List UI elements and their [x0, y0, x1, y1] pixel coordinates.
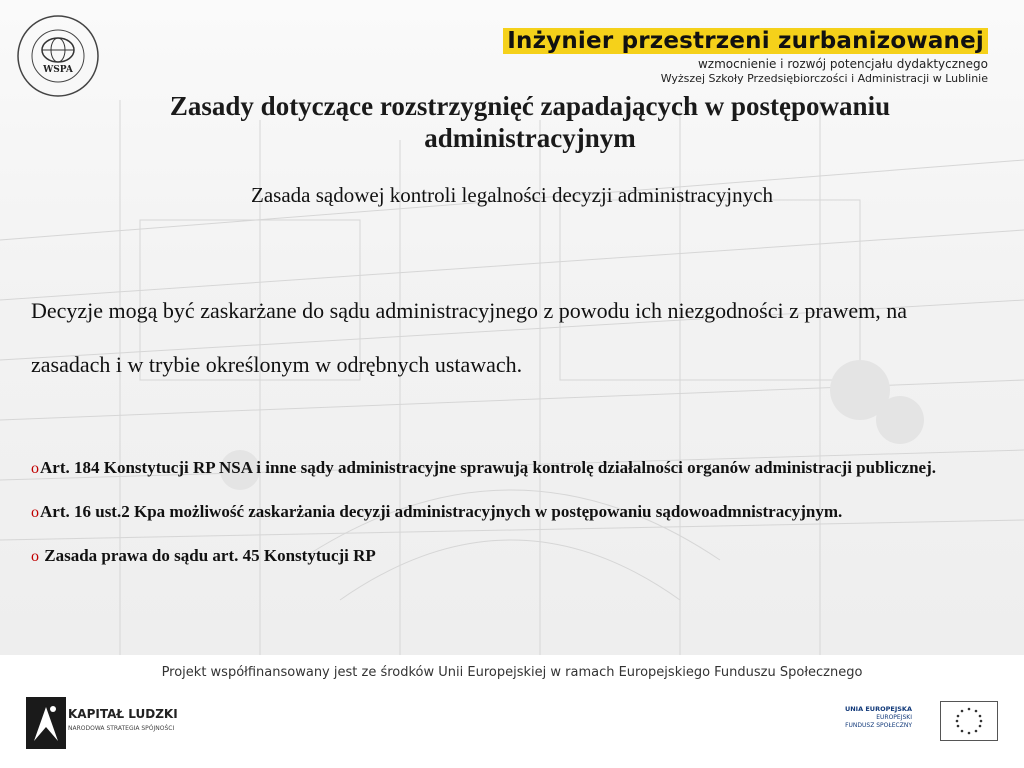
kapital-ludzki-icon [26, 697, 66, 749]
bullet-item [31, 490, 991, 534]
footer [0, 655, 1024, 768]
main-paragraph: Decyzje mogą być zaskarżane do sądu administracyjnego z powodu ich niezgodności z prawem, na zasadach i w trybie określonym w odrębnych ustawach. [31, 298, 908, 377]
eu-logo [838, 701, 998, 743]
eu-line-2: EUROPEJSKI [876, 714, 912, 721]
project-funding-text: Projekt współfinansowany jest ze środków Unii Europejskiej w ramach Europejskiego Funduszu Społecznego [161, 665, 863, 680]
kapital-ludzki-logo [26, 697, 196, 749]
brand-title: Inżynier przestrzeni zurbanizowanej [503, 28, 988, 54]
wspa-seal-logo [14, 12, 102, 100]
bullet-marker: o [31, 460, 39, 477]
bullet-list [31, 446, 991, 578]
slide-title: Zasady dotyczące rozstrzygnięć zapadających w postępowaniu administracyjnym [169, 91, 891, 153]
eu-flag-icon [940, 701, 998, 741]
seal-center-text: WSPA [43, 65, 73, 75]
eu-text [845, 705, 912, 730]
eu-line-3: FUNDUSZ SPOŁECZNY [845, 722, 912, 729]
bullet-text: Art. 16 ust.2 Kpa możliwość zaskarżania decyzji administracyjnych w postępowaniu sądowoadmnistracyjnym. [40, 502, 843, 521]
bullet-marker: o [31, 548, 39, 565]
kapital-ludzki-title: KAPITAŁ LUDZKI [68, 707, 178, 721]
eu-line-1: UNIA EUROPEJSKA [844, 705, 912, 713]
bullet-marker: o [31, 504, 39, 521]
brand-subtitle-1: wzmocnienie i rozwój potencjału dydaktycznego [697, 57, 988, 71]
bullet-item [31, 534, 991, 578]
brand-subtitle-2: Wyższej Szkoły Przedsiębiorczości i Administracji w Lublinie [660, 72, 988, 85]
kapital-ludzki-subtitle: NARODOWA STRATEGIA SPÓJNOŚCI [68, 725, 175, 732]
slide-subtitle: Zasada sądowej kontroli legalności decyzji administracyjnych [251, 183, 773, 207]
bullet-text: Zasada prawa do sądu art. 45 Konstytucji RP [40, 546, 376, 565]
bullet-item [31, 446, 991, 490]
bullet-text: Art. 184 Konstytucji RP NSA i inne sądy administracyjne sprawują kontrolę działalności organów administracji publicznej. [40, 458, 936, 477]
brand-block [503, 28, 988, 85]
